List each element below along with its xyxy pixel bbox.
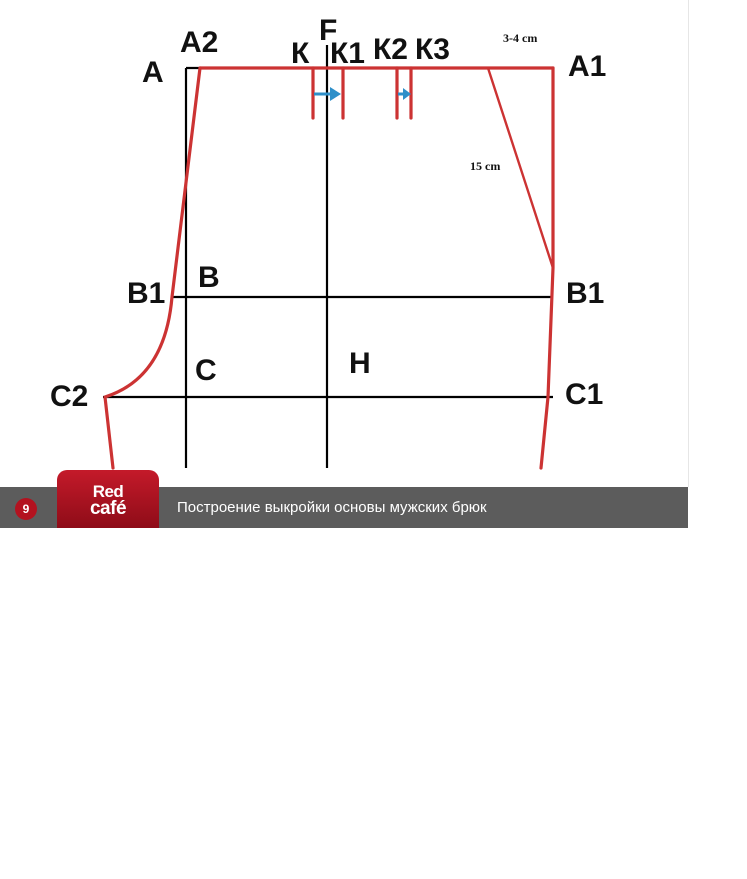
label-a1: A1 [568,50,607,83]
label-b1-left: B1 [127,277,166,310]
slide-number-badge: 9 [15,498,37,520]
label-h: H [349,347,371,380]
logo-line-2: café [89,498,127,519]
label-k: К [291,37,310,70]
label-c: C [195,354,217,387]
slide-edge [688,0,689,487]
logo-line-1: Red [92,482,124,501]
label-a: A [142,56,164,89]
label-k1: К1 [330,37,365,70]
label-f: F [319,14,338,47]
slide-caption: Построение выкройки основы мужских брюк [177,499,487,516]
redcafe-logo [57,470,159,528]
label-c1: C1 [565,378,604,411]
arrow-head-1 [330,87,341,101]
label-k3: К3 [415,33,450,66]
label-b: B [198,261,220,294]
label-k2: К2 [373,33,408,66]
label-b1-right: B1 [566,277,605,310]
note-waist-offset: 3-4 cm [503,31,538,45]
label-a2: A2 [180,26,219,59]
side-seam [541,68,553,468]
note-side-length: 15 cm [470,159,501,173]
label-c2: C2 [50,380,89,413]
